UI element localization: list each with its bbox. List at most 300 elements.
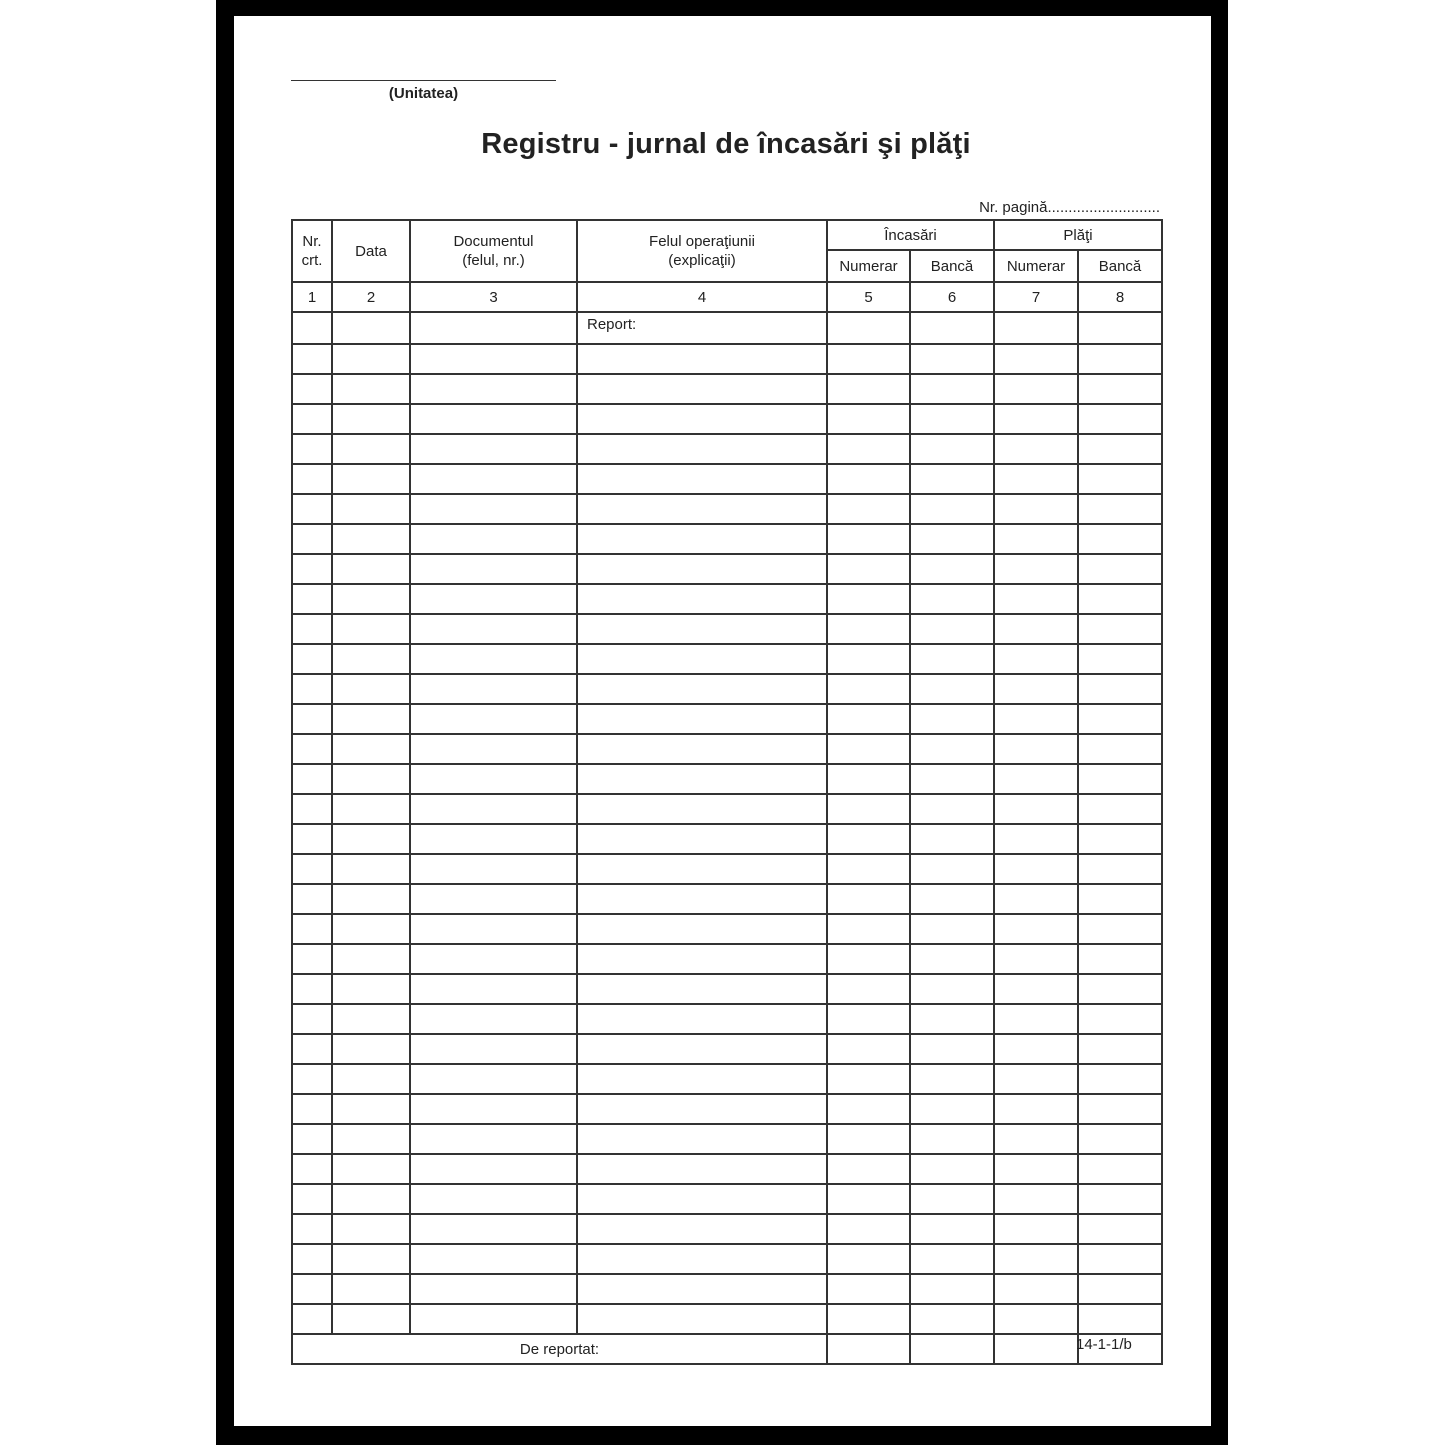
- table-row: [292, 404, 1162, 434]
- cell-plati-numerar[interactable]: [994, 854, 1078, 884]
- cell-felul[interactable]: [577, 1274, 827, 1304]
- cell-document[interactable]: [410, 524, 577, 554]
- cell-incasari-banca[interactable]: [910, 1124, 994, 1154]
- cell-incasari-numerar[interactable]: [827, 884, 910, 914]
- cell-incasari-numerar[interactable]: [827, 1004, 910, 1034]
- cell-felul[interactable]: [577, 434, 827, 464]
- cell-incasari-numerar[interactable]: [827, 824, 910, 854]
- cell-felul[interactable]: [577, 824, 827, 854]
- cell-data[interactable]: [332, 1214, 410, 1244]
- cell-incasari-numerar[interactable]: [827, 374, 910, 404]
- cell-incasari-banca[interactable]: [910, 464, 994, 494]
- cell-plati-banca[interactable]: [1078, 854, 1162, 884]
- cell-document[interactable]: [410, 1214, 577, 1244]
- cell-nr[interactable]: [292, 1124, 332, 1154]
- cell-felul[interactable]: [577, 404, 827, 434]
- cell-document[interactable]: [410, 854, 577, 884]
- table-row: [292, 854, 1162, 884]
- cell-nr[interactable]: [292, 794, 332, 824]
- cell-plati-banca[interactable]: [1078, 764, 1162, 794]
- cell-plati-numerar[interactable]: [994, 344, 1078, 374]
- cell-incasari-numerar[interactable]: [827, 554, 910, 584]
- cell-incasari-banca[interactable]: [910, 1094, 994, 1124]
- cell-felul[interactable]: [577, 1034, 827, 1064]
- cell-nr[interactable]: [292, 974, 332, 1004]
- cell-incasari-numerar[interactable]: [827, 1064, 910, 1094]
- cell-incasari-numerar[interactable]: [827, 464, 910, 494]
- cell-felul[interactable]: [577, 704, 827, 734]
- cell-incasari-numerar[interactable]: [827, 764, 910, 794]
- cell-document[interactable]: [410, 1184, 577, 1214]
- cell-incasari-numerar[interactable]: [827, 1124, 910, 1154]
- cell-nr[interactable]: [292, 1304, 332, 1334]
- cell-document[interactable]: [410, 434, 577, 464]
- cell-incasari-banca[interactable]: [910, 854, 994, 884]
- cell-data[interactable]: [332, 824, 410, 854]
- table-row: [292, 1124, 1162, 1154]
- cell-incasari-banca[interactable]: [910, 824, 994, 854]
- cell-document[interactable]: [410, 764, 577, 794]
- cell-data[interactable]: [332, 974, 410, 1004]
- cell-plati-numerar[interactable]: [994, 1004, 1078, 1034]
- cell-felul[interactable]: [577, 854, 827, 884]
- cell-felul[interactable]: [577, 344, 827, 374]
- cell-data[interactable]: [332, 734, 410, 764]
- cell-document[interactable]: [410, 884, 577, 914]
- cell-incasari-banca[interactable]: [910, 704, 994, 734]
- cell-document[interactable]: [410, 1154, 577, 1184]
- cell-data[interactable]: [332, 554, 410, 584]
- cell-data[interactable]: [332, 1004, 410, 1034]
- cell-plati-banca[interactable]: [1078, 1214, 1162, 1244]
- cell-incasari-banca[interactable]: [910, 524, 994, 554]
- cell-felul[interactable]: [577, 1214, 827, 1244]
- cell-incasari-numerar[interactable]: [827, 1034, 910, 1064]
- cell-incasari-numerar[interactable]: [827, 1244, 910, 1274]
- cell-felul[interactable]: [577, 464, 827, 494]
- cell-plati-numerar[interactable]: [994, 674, 1078, 704]
- cell-plati-banca[interactable]: [1078, 464, 1162, 494]
- cell-plati-banca[interactable]: [1078, 1184, 1162, 1214]
- column-number: 1: [292, 282, 332, 312]
- cell-plati-numerar[interactable]: [994, 1124, 1078, 1154]
- cell-nr[interactable]: [292, 614, 332, 644]
- cell-plati-numerar[interactable]: [994, 704, 1078, 734]
- cell-felul[interactable]: [577, 1244, 827, 1274]
- table-row: [292, 1154, 1162, 1184]
- cell-document[interactable]: [410, 344, 577, 374]
- cell-felul[interactable]: [577, 1184, 827, 1214]
- cell-plati-banca[interactable]: [1078, 1034, 1162, 1064]
- cell-plati-banca[interactable]: [1078, 974, 1162, 1004]
- cell-plati-numerar[interactable]: [994, 1184, 1078, 1214]
- cell-data[interactable]: [332, 614, 410, 644]
- cell-nr[interactable]: [292, 1274, 332, 1304]
- cell-incasari-numerar[interactable]: [827, 1154, 910, 1184]
- cell-nr[interactable]: [292, 312, 332, 344]
- cell-nr[interactable]: [292, 494, 332, 524]
- cell-nr[interactable]: [292, 1244, 332, 1274]
- cell-incasari-numerar[interactable]: [827, 584, 910, 614]
- cell-nr[interactable]: [292, 1034, 332, 1064]
- cell-data[interactable]: [332, 404, 410, 434]
- cell-incasari-numerar[interactable]: [827, 1214, 910, 1244]
- footer-plati-numerar[interactable]: [994, 1334, 1078, 1364]
- cell-incasari-banca[interactable]: [910, 734, 994, 764]
- header-document-line1: Documentul: [453, 233, 534, 250]
- cell-plati-banca[interactable]: [1078, 1274, 1162, 1304]
- cell-nr[interactable]: [292, 1064, 332, 1094]
- report-label[interactable]: Report:: [577, 312, 827, 344]
- cell-incasari-banca[interactable]: [910, 974, 994, 1004]
- table-row: [292, 374, 1162, 404]
- cell-plati-numerar[interactable]: [994, 554, 1078, 584]
- cell-document[interactable]: [410, 494, 577, 524]
- cell-felul[interactable]: [577, 1154, 827, 1184]
- cell-incasari-numerar[interactable]: [827, 312, 910, 344]
- cell-nr[interactable]: [292, 524, 332, 554]
- cell-document[interactable]: [410, 824, 577, 854]
- cell-plati-banca[interactable]: [1078, 374, 1162, 404]
- cell-plati-numerar[interactable]: [994, 494, 1078, 524]
- table-row: [292, 824, 1162, 854]
- cell-document[interactable]: [410, 614, 577, 644]
- cell-data[interactable]: [332, 524, 410, 554]
- cell-incasari-banca[interactable]: [910, 914, 994, 944]
- cell-data[interactable]: [332, 1034, 410, 1064]
- cell-felul[interactable]: [577, 734, 827, 764]
- cell-data[interactable]: [332, 794, 410, 824]
- cell-incasari-banca[interactable]: [910, 614, 994, 644]
- cell-nr[interactable]: [292, 824, 332, 854]
- table-row: [292, 764, 1162, 794]
- cell-data[interactable]: [332, 344, 410, 374]
- cell-data[interactable]: [332, 494, 410, 524]
- cell-plati-numerar[interactable]: [994, 764, 1078, 794]
- cell-plati-numerar[interactable]: [994, 584, 1078, 614]
- cell-document[interactable]: [410, 584, 577, 614]
- cell-plati-numerar[interactable]: [994, 944, 1078, 974]
- cell-plati-banca[interactable]: [1078, 1244, 1162, 1274]
- cell-plati-banca[interactable]: [1078, 1004, 1162, 1034]
- cell-incasari-numerar[interactable]: [827, 944, 910, 974]
- cell-felul[interactable]: [577, 884, 827, 914]
- cell-document[interactable]: [410, 704, 577, 734]
- footer-row: [292, 1334, 1162, 1364]
- cell-plati-banca[interactable]: [1078, 794, 1162, 824]
- cell-plati-banca[interactable]: [1078, 704, 1162, 734]
- cell-incasari-banca[interactable]: [910, 644, 994, 674]
- cell-felul[interactable]: [577, 944, 827, 974]
- cell-plati-banca[interactable]: [1078, 644, 1162, 674]
- header-felul-line1: Felul operaţiunii: [649, 233, 755, 250]
- table-row: [292, 584, 1162, 614]
- cell-nr[interactable]: [292, 1214, 332, 1244]
- cell-incasari-numerar[interactable]: [827, 974, 910, 1004]
- cell-nr[interactable]: [292, 344, 332, 374]
- cell-incasari-banca[interactable]: [910, 1244, 994, 1274]
- cell-nr[interactable]: [292, 1004, 332, 1034]
- cell-incasari-numerar[interactable]: [827, 614, 910, 644]
- table-row: [292, 704, 1162, 734]
- cell-felul[interactable]: [577, 614, 827, 644]
- cell-felul[interactable]: [577, 584, 827, 614]
- cell-incasari-numerar[interactable]: [827, 674, 910, 704]
- table-row: [292, 494, 1162, 524]
- cell-plati-numerar[interactable]: [994, 1304, 1078, 1334]
- cell-incasari-banca[interactable]: [910, 344, 994, 374]
- cell-data[interactable]: [332, 704, 410, 734]
- cell-plati-banca[interactable]: [1078, 1124, 1162, 1154]
- cell-data[interactable]: [332, 1304, 410, 1334]
- cell-incasari-banca[interactable]: [910, 374, 994, 404]
- cell-plati-banca[interactable]: [1078, 884, 1162, 914]
- cell-plati-banca[interactable]: [1078, 1094, 1162, 1124]
- cell-incasari-banca[interactable]: [910, 1034, 994, 1064]
- cell-document[interactable]: [410, 1064, 577, 1094]
- cell-document[interactable]: [410, 644, 577, 674]
- cell-incasari-banca[interactable]: [910, 944, 994, 974]
- cell-document[interactable]: [410, 374, 577, 404]
- cell-document[interactable]: [410, 914, 577, 944]
- cell-nr[interactable]: [292, 764, 332, 794]
- cell-incasari-numerar[interactable]: [827, 1274, 910, 1304]
- cell-document[interactable]: [410, 674, 577, 704]
- cell-nr[interactable]: [292, 884, 332, 914]
- cell-incasari-numerar[interactable]: [827, 704, 910, 734]
- cell-incasari-numerar[interactable]: [827, 404, 910, 434]
- cell-incasari-numerar[interactable]: [827, 644, 910, 674]
- cell-plati-banca[interactable]: [1078, 344, 1162, 374]
- cell-data[interactable]: [332, 312, 410, 344]
- footer-label: De reportat:: [292, 1334, 827, 1364]
- header-felul: [577, 220, 827, 282]
- cell-document[interactable]: [410, 1274, 577, 1304]
- cell-nr[interactable]: [292, 434, 332, 464]
- footer-incasari-banca[interactable]: [910, 1334, 994, 1364]
- header-plati-banca: Bancă: [1078, 250, 1162, 282]
- cell-data[interactable]: [332, 1184, 410, 1214]
- cell-plati-banca[interactable]: [1078, 1154, 1162, 1184]
- cell-data[interactable]: [332, 644, 410, 674]
- cell-incasari-banca[interactable]: [910, 1064, 994, 1094]
- cell-plati-numerar[interactable]: [994, 1034, 1078, 1064]
- cell-data[interactable]: [332, 1154, 410, 1184]
- cell-felul[interactable]: [577, 554, 827, 584]
- cell-plati-banca[interactable]: [1078, 1064, 1162, 1094]
- cell-plati-banca[interactable]: [1078, 494, 1162, 524]
- cell-incasari-numerar[interactable]: [827, 1304, 910, 1334]
- register-table: [291, 219, 1163, 1365]
- cell-nr[interactable]: [292, 644, 332, 674]
- cell-nr[interactable]: [292, 674, 332, 704]
- cell-plati-numerar[interactable]: [994, 1064, 1078, 1094]
- cell-plati-numerar[interactable]: [994, 312, 1078, 344]
- cell-incasari-numerar[interactable]: [827, 434, 910, 464]
- cell-plati-numerar[interactable]: [994, 524, 1078, 554]
- cell-plati-numerar[interactable]: [994, 434, 1078, 464]
- cell-felul[interactable]: [577, 674, 827, 704]
- cell-plati-banca[interactable]: [1078, 824, 1162, 854]
- cell-nr[interactable]: [292, 1154, 332, 1184]
- cell-document[interactable]: [410, 404, 577, 434]
- cell-data[interactable]: [332, 464, 410, 494]
- cell-data[interactable]: [332, 1274, 410, 1304]
- cell-plati-numerar[interactable]: [994, 464, 1078, 494]
- cell-data[interactable]: [332, 1124, 410, 1154]
- cell-incasari-banca[interactable]: [910, 884, 994, 914]
- cell-plati-banca[interactable]: [1078, 434, 1162, 464]
- cell-nr[interactable]: [292, 944, 332, 974]
- cell-felul[interactable]: [577, 1124, 827, 1154]
- cell-plati-numerar[interactable]: [994, 1274, 1078, 1304]
- cell-document[interactable]: [410, 554, 577, 584]
- cell-plati-numerar[interactable]: [994, 794, 1078, 824]
- cell-incasari-banca[interactable]: [910, 794, 994, 824]
- cell-incasari-numerar[interactable]: [827, 854, 910, 884]
- cell-felul[interactable]: [577, 1304, 827, 1334]
- cell-nr[interactable]: [292, 854, 332, 884]
- cell-incasari-banca[interactable]: [910, 674, 994, 704]
- cell-data[interactable]: [332, 944, 410, 974]
- cell-nr[interactable]: [292, 1184, 332, 1214]
- cell-incasari-banca[interactable]: [910, 434, 994, 464]
- cell-felul[interactable]: [577, 374, 827, 404]
- cell-felul[interactable]: [577, 1064, 827, 1094]
- cell-document[interactable]: [410, 794, 577, 824]
- cell-plati-numerar[interactable]: [994, 974, 1078, 1004]
- cell-plati-numerar[interactable]: [994, 1214, 1078, 1244]
- column-number: 4: [577, 282, 827, 312]
- cell-data[interactable]: [332, 674, 410, 704]
- cell-incasari-numerar[interactable]: [827, 794, 910, 824]
- cell-felul[interactable]: [577, 914, 827, 944]
- cell-incasari-banca[interactable]: [910, 494, 994, 524]
- cell-plati-numerar[interactable]: [994, 644, 1078, 674]
- header-nr-crt-line1: Nr.: [302, 233, 322, 250]
- cell-data[interactable]: [332, 854, 410, 884]
- cell-incasari-banca[interactable]: [910, 1184, 994, 1214]
- cell-incasari-banca[interactable]: [910, 554, 994, 584]
- cell-document[interactable]: [410, 1004, 577, 1034]
- cell-plati-banca[interactable]: [1078, 312, 1162, 344]
- cell-plati-banca[interactable]: [1078, 1304, 1162, 1334]
- cell-document[interactable]: [410, 312, 577, 344]
- cell-incasari-numerar[interactable]: [827, 524, 910, 554]
- cell-nr[interactable]: [292, 464, 332, 494]
- cell-felul[interactable]: [577, 1004, 827, 1034]
- cell-nr[interactable]: [292, 584, 332, 614]
- cell-incasari-banca[interactable]: [910, 764, 994, 794]
- cell-incasari-banca[interactable]: [910, 584, 994, 614]
- page-title: Registru - jurnal de încasări şi plăţi: [481, 128, 971, 160]
- cell-incasari-banca[interactable]: [910, 1274, 994, 1304]
- cell-plati-numerar[interactable]: [994, 884, 1078, 914]
- cell-data[interactable]: [332, 1064, 410, 1094]
- table-row: [292, 914, 1162, 944]
- cell-document[interactable]: [410, 1124, 577, 1154]
- cell-incasari-banca[interactable]: [910, 312, 994, 344]
- cell-incasari-numerar[interactable]: [827, 494, 910, 524]
- cell-nr[interactable]: [292, 1094, 332, 1124]
- cell-plati-banca[interactable]: [1078, 734, 1162, 764]
- cell-plati-numerar[interactable]: [994, 824, 1078, 854]
- cell-plati-banca[interactable]: [1078, 914, 1162, 944]
- cell-incasari-numerar[interactable]: [827, 344, 910, 374]
- cell-plati-numerar[interactable]: [994, 1094, 1078, 1124]
- cell-felul[interactable]: [577, 1094, 827, 1124]
- cell-incasari-numerar[interactable]: [827, 1184, 910, 1214]
- cell-plati-numerar[interactable]: [994, 374, 1078, 404]
- cell-nr[interactable]: [292, 914, 332, 944]
- cell-plati-numerar[interactable]: [994, 914, 1078, 944]
- cell-felul[interactable]: [577, 524, 827, 554]
- cell-plati-banca[interactable]: [1078, 404, 1162, 434]
- cell-felul[interactable]: [577, 974, 827, 1004]
- cell-plati-banca[interactable]: [1078, 674, 1162, 704]
- cell-document[interactable]: [410, 1304, 577, 1334]
- cell-data[interactable]: [332, 764, 410, 794]
- cell-incasari-numerar[interactable]: [827, 734, 910, 764]
- report-row: [292, 312, 1162, 344]
- cell-document[interactable]: [410, 734, 577, 764]
- cell-felul[interactable]: [577, 764, 827, 794]
- cell-data[interactable]: [332, 434, 410, 464]
- cell-data[interactable]: [332, 914, 410, 944]
- cell-nr[interactable]: [292, 404, 332, 434]
- cell-felul[interactable]: [577, 494, 827, 524]
- cell-plati-numerar[interactable]: [994, 734, 1078, 764]
- cell-plati-banca[interactable]: [1078, 614, 1162, 644]
- cell-plati-numerar[interactable]: [994, 1154, 1078, 1184]
- cell-felul[interactable]: [577, 794, 827, 824]
- cell-incasari-banca[interactable]: [910, 1214, 994, 1244]
- cell-document[interactable]: [410, 1034, 577, 1064]
- cell-plati-banca[interactable]: [1078, 524, 1162, 554]
- cell-data[interactable]: [332, 1094, 410, 1124]
- cell-incasari-banca[interactable]: [910, 1004, 994, 1034]
- cell-plati-numerar[interactable]: [994, 404, 1078, 434]
- cell-nr[interactable]: [292, 734, 332, 764]
- cell-document[interactable]: [410, 944, 577, 974]
- cell-incasari-banca[interactable]: [910, 1154, 994, 1184]
- cell-incasari-banca[interactable]: [910, 404, 994, 434]
- cell-plati-numerar[interactable]: [994, 614, 1078, 644]
- cell-data[interactable]: [332, 884, 410, 914]
- cell-plati-banca[interactable]: [1078, 944, 1162, 974]
- cell-plati-banca[interactable]: [1078, 554, 1162, 584]
- cell-nr[interactable]: [292, 704, 332, 734]
- cell-data[interactable]: [332, 1244, 410, 1274]
- cell-incasari-numerar[interactable]: [827, 1094, 910, 1124]
- cell-plati-numerar[interactable]: [994, 1244, 1078, 1274]
- cell-incasari-numerar[interactable]: [827, 914, 910, 944]
- cell-document[interactable]: [410, 464, 577, 494]
- footer-incasari-numerar[interactable]: [827, 1334, 910, 1364]
- cell-data[interactable]: [332, 584, 410, 614]
- cell-data[interactable]: [332, 374, 410, 404]
- cell-nr[interactable]: [292, 554, 332, 584]
- cell-incasari-banca[interactable]: [910, 1304, 994, 1334]
- cell-document[interactable]: [410, 1244, 577, 1274]
- cell-document[interactable]: [410, 974, 577, 1004]
- page-number-field: Nr. pagină...........................: [979, 199, 1160, 216]
- cell-plati-banca[interactable]: [1078, 584, 1162, 614]
- cell-nr[interactable]: [292, 374, 332, 404]
- table-row: [292, 1064, 1162, 1094]
- cell-felul[interactable]: [577, 644, 827, 674]
- cell-document[interactable]: [410, 1094, 577, 1124]
